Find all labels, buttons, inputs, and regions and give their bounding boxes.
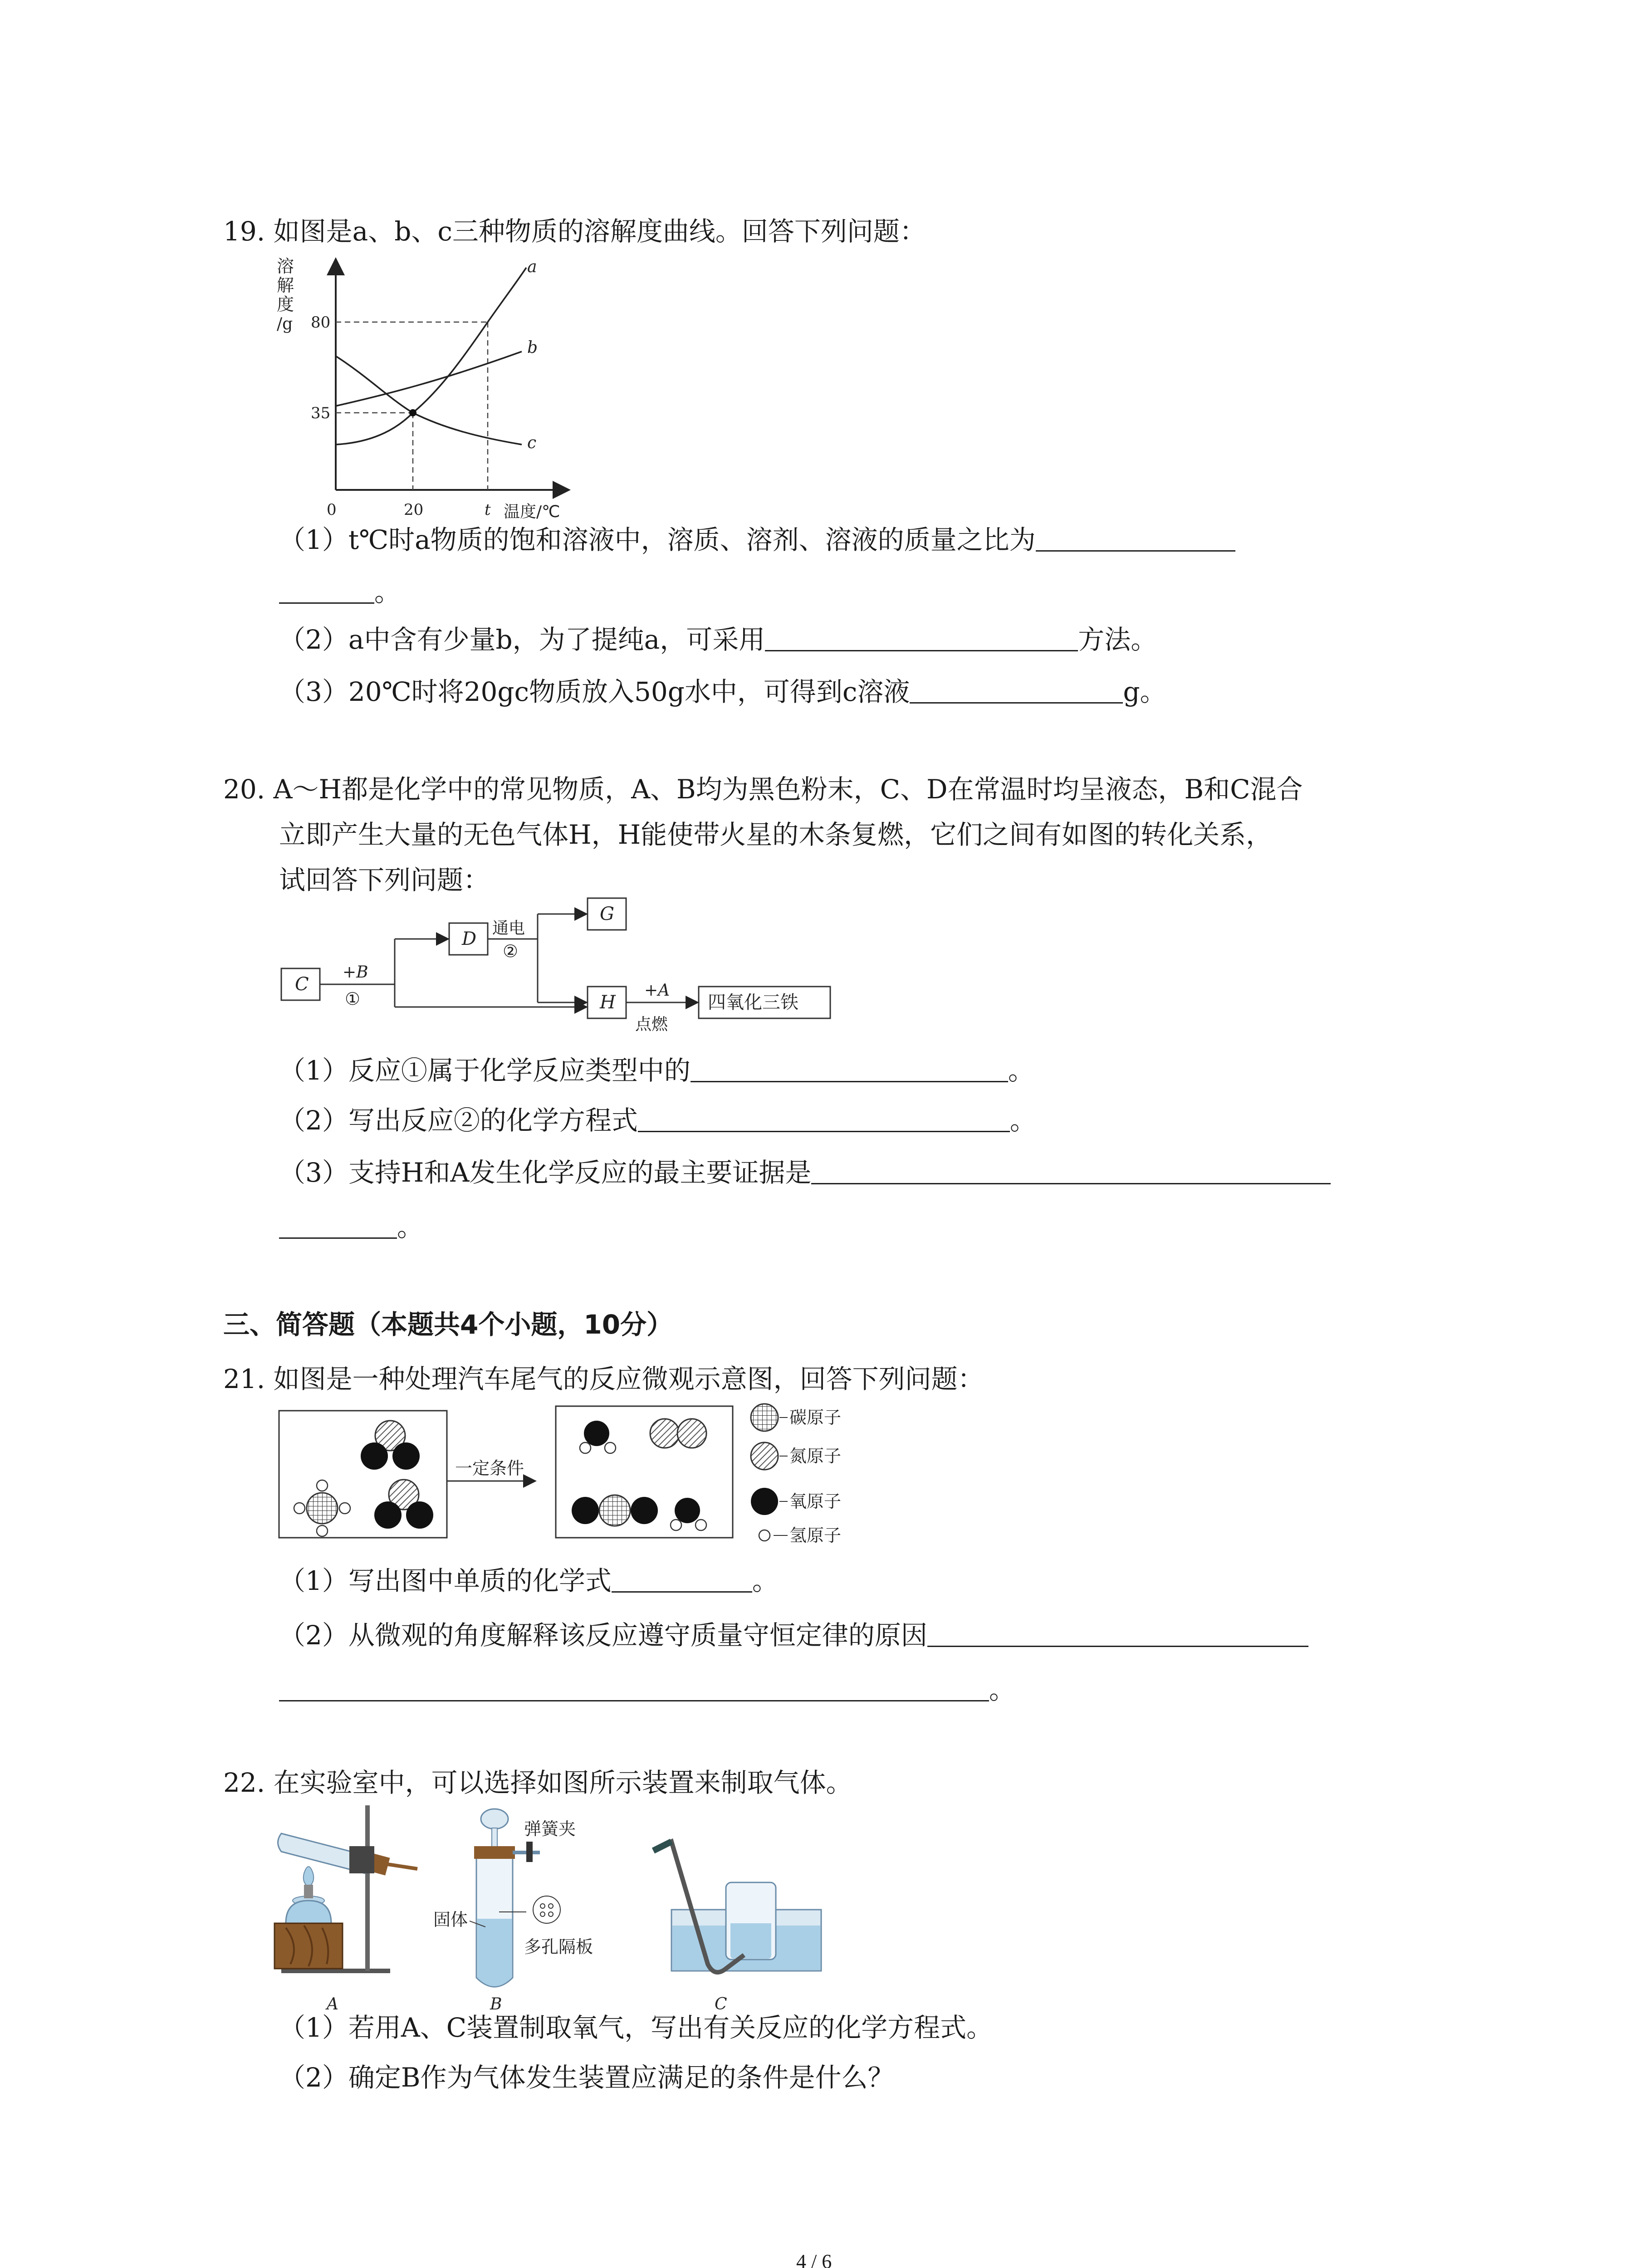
q21-part2 (279, 1617, 1308, 1653)
q20-stem-3: 试回答下列问题： (279, 865, 490, 895)
curve-b-label: b (527, 338, 538, 357)
y-label-2: 解 (277, 275, 294, 295)
box-h-label: H (600, 992, 616, 1013)
q20-part3 (279, 1154, 1331, 1191)
q20-part1-blank[interactable] (691, 1055, 1008, 1082)
x-axis-label: 温度/℃ (504, 503, 560, 521)
solubility-chart (268, 254, 585, 526)
spring-clip-icon (526, 1842, 533, 1862)
q19-stem: 19. 如图是a、b、c三种物质的溶解度曲线。回答下列问题： (223, 216, 926, 247)
label-electrify: 通电 (492, 919, 525, 938)
q20-part1-end: 。 (1008, 1055, 1034, 1086)
q19-part2-end: 方法。 (1078, 624, 1157, 655)
curve-c-label: c (527, 434, 537, 452)
q19-part1-cont (279, 574, 401, 610)
q20-part1-text: （1）反应①属于化学反应类型中的 (279, 1055, 691, 1086)
q20-stem-2: 立即产生大量的无色气体H，H能使带火星的木条复燃，它们之间有如图的转化关系， (279, 819, 1273, 850)
q19-part3 (279, 674, 1166, 710)
y-label-4: /g (277, 315, 293, 333)
q21-part2-text: （2）从微观的角度解释该反应遵守质量守恒定律的原因 (279, 1620, 927, 1651)
curve-a (336, 268, 526, 445)
q19-part1-end: 。 (374, 577, 401, 607)
q19-part3-end: g。 (1123, 676, 1166, 707)
y-label-1: 溶 (277, 256, 294, 276)
label-plus-a: +A (644, 981, 670, 1000)
q20-part2-end: 。 (1009, 1105, 1036, 1136)
legend-carbon-icon (751, 1404, 778, 1431)
q21-part1-blank[interactable] (612, 1565, 752, 1593)
q22-part1: （1）若用A、C装置制取氧气，写出有关反应的化学方程式。 (279, 2012, 993, 2043)
q21-part1-end: 。 (752, 1565, 779, 1596)
curve-c (336, 356, 522, 445)
q21-part2-blank-a[interactable] (927, 1619, 1308, 1647)
legend-hydrogen-icon (759, 1530, 770, 1541)
q20-part1 (279, 1052, 1034, 1089)
legend-carbon: 碳原子 (789, 1408, 842, 1427)
x-tick-t: t (485, 501, 491, 519)
q22-part2: （2）确定B作为气体发生装置应满足的条件是什么？ (279, 2062, 894, 2093)
apparatus-c-label: C (715, 1995, 727, 2014)
legend-oxygen: 氧原子 (789, 1491, 842, 1511)
label-porous-plate: 多孔隔板 (524, 1937, 593, 1957)
q19-part1-blank-b[interactable] (279, 576, 374, 604)
y-label-3: 度 (277, 294, 294, 314)
apparatus-b-label: B (490, 1995, 502, 2014)
apparatus-a-label: A (327, 1995, 338, 2014)
q21-part2-blank-b[interactable] (279, 1674, 989, 1701)
q19-part1 (279, 522, 1235, 558)
label-r2: ② (503, 941, 519, 961)
q21-part2-cont (279, 1672, 1015, 1708)
apparatus-figure (272, 1805, 862, 2019)
q19-part3-text: （3）20℃时将20gc物质放入50g水中，可得到c溶液 (279, 676, 910, 707)
q21-part2-end: 。 (989, 1674, 1016, 1705)
q20-part3-blank-a[interactable] (811, 1157, 1331, 1184)
label-plus-b: +B (343, 963, 368, 982)
x-tick-20: 20 (404, 501, 424, 519)
label-ignite: 点燃 (635, 1015, 668, 1034)
q20-part2-text: （2）写出反应②的化学方程式 (279, 1105, 638, 1136)
q19-part1-text: （1）t℃时a物质的饱和溶液中，溶质、溶剂、溶液的质量之比为 (279, 524, 1036, 555)
molecular-diagram (277, 1397, 876, 1556)
q20-part2-blank[interactable] (638, 1105, 1010, 1132)
q20-stem-1: 20. A～H都是化学中的常见物质，A、B均为黑色粉末，C、D在常温时均呈液态，B和C混合 (223, 774, 1303, 805)
q20-part3-text: （3）支持H和A发生化学反应的最主要证据是 (279, 1157, 812, 1188)
curve-a-label: a (527, 258, 537, 276)
box-product-label: 四氧化三铁 (708, 992, 798, 1013)
y-tick-35: 35 (311, 404, 331, 422)
q19-part3-blank[interactable] (910, 676, 1123, 704)
page-number: 4 / 6 (796, 2250, 832, 2268)
q19-part2-text: （2）a中含有少量b，为了提纯a，可采用 (279, 624, 765, 655)
label-solid: 固体 (433, 1910, 468, 1930)
q20-part2 (279, 1102, 1036, 1139)
legend-oxygen-icon (751, 1488, 778, 1515)
y-tick-80: 80 (311, 313, 331, 332)
q19-part1-blank-a[interactable] (1036, 524, 1235, 552)
q20-part3-end: 。 (397, 1212, 424, 1242)
reaction-condition: 一定条件 (455, 1458, 524, 1478)
q21-part1-text: （1）写出图中单质的化学式 (279, 1565, 612, 1596)
q19-part2 (279, 621, 1157, 658)
label-r1: ① (345, 989, 361, 1009)
legend-hydrogen: 氢原子 (789, 1525, 842, 1545)
box-g-label: G (600, 904, 614, 924)
x-tick-0: 0 (327, 501, 337, 519)
transformation-diagram (272, 894, 844, 1043)
q20-part3-blank-b[interactable] (279, 1211, 397, 1239)
q21-stem: 21. 如图是一种处理汽车尾气的反应微观示意图，回答下列问题： (223, 1364, 984, 1394)
box-c-label: C (295, 974, 309, 995)
section-3-title: 三、简答题（本题共4个小题，10分） (223, 1309, 673, 1340)
intersection-point (409, 409, 416, 416)
box-d-label: D (462, 929, 477, 949)
legend-nitrogen-icon (751, 1442, 778, 1470)
wooden-block (274, 1923, 343, 1969)
q20-part3-cont (279, 1209, 423, 1245)
q19-part2-blank[interactable] (765, 624, 1078, 651)
q21-part1 (279, 1563, 779, 1599)
q22-stem: 22. 在实验室中，可以选择如图所示装置来制取气体。 (223, 1767, 852, 1798)
legend-nitrogen: 氮原子 (789, 1446, 842, 1466)
label-spring-clip: 弹簧夹 (524, 1819, 576, 1839)
